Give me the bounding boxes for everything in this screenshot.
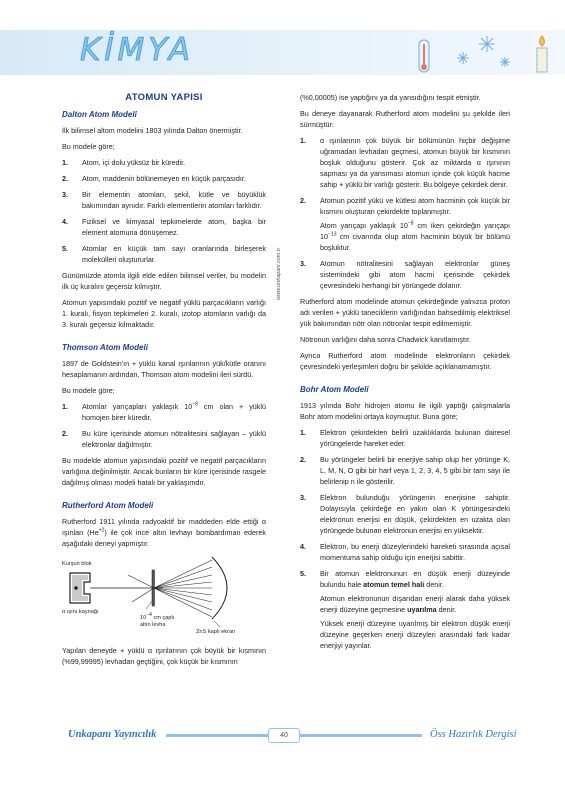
emission-note: Yüksek enerji düzeyine uyarılmış bir elektron düşük enerji düzeyine geçerken enerji düzeyleri arasındaki fark kadar enerjiyi yayınlar. <box>320 619 510 650</box>
rutherford-heading: Rutherford Atom Modeli <box>62 501 154 510</box>
list-item: 1. Atom, içi dolu yüksüz bir küredir. <box>62 158 186 167</box>
dalton-paragraph-2: Atomun yapısındaki pozitif ve negatif yüklü parçacıkların varlığı 1. kuralı, fisyon tepkimeleri 2. kuralı, izotop atomların varlığı da 3. kuralı geçersiz kılmaktadır. <box>62 298 266 329</box>
rutherford-closing: Yapılan deneyde + yüklü α ışınlarının çok büyük bir kısmının (%99,99995) levhadan geçtiğini, çok küçük bir kısmının <box>62 646 266 666</box>
page-footer <box>0 726 565 746</box>
alpha-source-label: α ışını kaynağı <box>62 609 99 615</box>
gold-foil-label: $10^{-4}$ cm çaplı altın levha <box>140 612 175 628</box>
subject-logo: KİMYA <box>80 32 194 68</box>
list-item: 4. Fiziksel ve kimyasal tepkimelerde atom, başka bir element atomuna dönüşemez. <box>62 217 266 237</box>
rutherford-list <box>300 135 510 291</box>
publisher-logo: Unkapanı Yayıncılık <box>62 726 166 744</box>
thomson-paragraph: Bu modelde atomun yapısındaki pozitif ve negatif parçacıkların varlığına değinilmiştir. Ancak bunların bir küre içerisinde rasgele dağılmış olması modeli hatalı bir yaklaşımdır. <box>62 456 266 487</box>
rutherford-paragraph-2: Nötronun varlığını daha sonra Chadwick kanıtlamıştır. <box>300 335 471 344</box>
page-number: 40 <box>268 728 300 743</box>
bohr-intro: 1913 yılında Bohr hidrojen atomu ile ilgili yaptığı çalışmalarla Bohr atom modelini ortaya koymuştur. Buna göre; <box>300 401 510 421</box>
chemistry-illustration <box>405 30 565 75</box>
side-url: www.unkapani.com.tr <box>276 247 282 300</box>
rutherford-paragraph-1: Rutherford atom modelinde atomun çekirdeğinde yalnızca proton adı verilen + yüklü taneciklerin varlığından bahsedilmiş elektriksel yük bakımından nötr olan nötronlar tespit edilmemiştir. <box>300 297 510 328</box>
list-item: 5. Atomlar en küçük tam sayı oranlarında birleşerek molekülleri oluştururlar. <box>62 244 266 264</box>
list-item: 1. Elektron çekirdekten belirli uzaklıklarda bulunan dairesel yörüngelerde hareket eder. <box>300 428 510 448</box>
dalton-heading: Dalton Atom Modeli <box>62 110 137 119</box>
thomson-heading: Thomson Atom Modeli <box>62 343 148 352</box>
list-item: 1. Atomlar yarıçapları yaklaşık $10^{-8}$ cm olan + yüklü homojen birer küredir. <box>62 401 266 422</box>
rutherford-paragraph-3: Ayrıca Rutherford atom modelinde elektronların çekirdek çevresindeki yerleşimleri doğru bir şekilde açıklanamamıştır. <box>300 351 510 371</box>
lead-block-label: Kurşun blok <box>62 561 92 567</box>
list-item: 4. Elektron, bu enerji düzeylerindeki hareketi sırasında açısal momentuma sahip olduğu için enerjisi sabittir. <box>300 542 510 562</box>
page-title: ATOMUN YAPISI <box>125 92 203 103</box>
list-item: 2. Atomun pozitif yükü ve kütlesi atom hacminin çok küçük bir kısmını oluşturan çekirdekte toplanmıştır. Atom yarıçapı yaklaşık $10^{-8}$ cm iken çekirdeğin yarıçapı $10^{-13}$ cm civarında olup atom hacminin büyük bir bölümü boşluktur. <box>300 196 510 252</box>
rutherford-continuation: (%0,00005) ise yaptığını ya da yansıdığını tespit etmiştir. <box>300 93 481 102</box>
bohr-list <box>300 427 510 651</box>
rutherford-experiment-diagram <box>62 555 266 641</box>
left-column <box>62 92 266 672</box>
dalton-intro: İlk bilimsel altom modelini 1803 yılında Dalton önermiştir. <box>62 126 243 135</box>
excitation-note: Atomun elektronunun dışarıdan enerji alarak daha yüksek enerji düzeyine geçmesine uyarılma denir. <box>320 594 510 614</box>
list-item: 3. Bir elementin atomları, şekil, kütle ve büyüklük bakımından aynıdır. Farklı elementlerin atomları farklıdır. <box>62 190 266 210</box>
atom-radius-note: Atom yarıçapı yaklaşık $10^{-8}$ cm iken çekirdeğin yarıçapı $10^{-13}$ cm civarında olup atom hacminin büyük bir bölümü boşluktur. <box>320 220 510 252</box>
list-item: 3. Elektron bulunduğu yörüngenin enerjisine sahiptir. Dolayısıyla çekirdeğe en yakın olan K yörüngesindeki elektronun enerjisi en düşük, çekirdekten en uzakta olan yörüngede bulunan elektronun enerjisi en yüksektir. <box>300 493 510 535</box>
dalton-list <box>62 157 266 265</box>
dalton-paragraph-1: Günümüzde atomla ilgili elde edilen bilimsel veriler, bu modelin ilk üç kuralını geçersiz kılmıştır. <box>62 271 266 291</box>
bohr-heading: Bohr Atom Modeli <box>300 385 369 394</box>
series-title: Öss Hazırlık Dergisi <box>422 726 521 744</box>
dalton-lead: Bu modele göre; <box>62 142 115 151</box>
list-item: 2. Bu yörüngeler belirli bir enerjiye sahip olup her yörünge K, L, M, N, O gibi bir harf veya 1, 2, 3, 4, 5 gibi bir tam sayı ile belirlenip n ile gösterilir. <box>300 455 510 486</box>
header-banner <box>0 30 565 75</box>
right-column <box>300 92 510 656</box>
list-item: 5. Bir atomun elektronunun en düşük enerji düzeyinde bulundu hale atomun temel hali denir. Atomun elektronunun dışarıdan enerji alarak daha yüksek enerji düzeyine geçmesine uyarılma denir. Yüksek enerji düzeyine uyarılmış bir elektron düşük enerji düzeyine geçerken enerji düzeyleri arasındaki fark kadar enerjiyi yayınlar. <box>300 569 510 650</box>
rutherford-lead: Bu deneye dayanarak Rutherford atom modelini şu şekilde ileri sürmüştür: <box>300 109 510 129</box>
list-item: 2. Bu küre içerisinde atomun nötralitesini sağlayan – yüklü elektronlar dağılmıştır. <box>62 429 266 449</box>
list-item: 1. α ışınlarının çok büyük bir bölümünün hiçbir değişime uğramadan levhadan geçmesi, atomun büyük bir kısmının boşluk olduğunu gösterir. Çok az miktarda α ışınının sapması ya da yansıması atomun içinde çok küçük hacme sahip + yüklü bir varlığı gösterir. Bu bölgeye çekirdek denir. <box>300 136 510 189</box>
zns-screen-label: ZnS kaplı ekran <box>196 629 236 635</box>
rutherford-intro: Rutherford 1911 yılında radyoaktif bir maddeden elde ettiği α ışınları $(He^{+2})$ ile çok ince altın levhayı bombardıman ederek aşağıdaki deneyi yapmıştır. <box>62 517 266 548</box>
list-item: 3. Atomun nötralitesini sağlayan elektronlar güneş sistemindeki gibi atom hacmi içerisinde çekirdek çevresindeki herhangi bir yörüngede dolanır. <box>300 259 510 290</box>
thomson-list <box>62 401 266 450</box>
list-item: 2. Atom, maddenin bölünemeyen en küçük parçasıdır. <box>62 174 246 183</box>
thomson-lead: Bu modele göre; <box>62 386 115 395</box>
thomson-intro: 1897 de Goldstein'ın + yüklü kanal ışınlarının yük/kütle oranını hesaplamanın ardından, Thomson atom modelini ileri sürdü. <box>62 359 266 379</box>
